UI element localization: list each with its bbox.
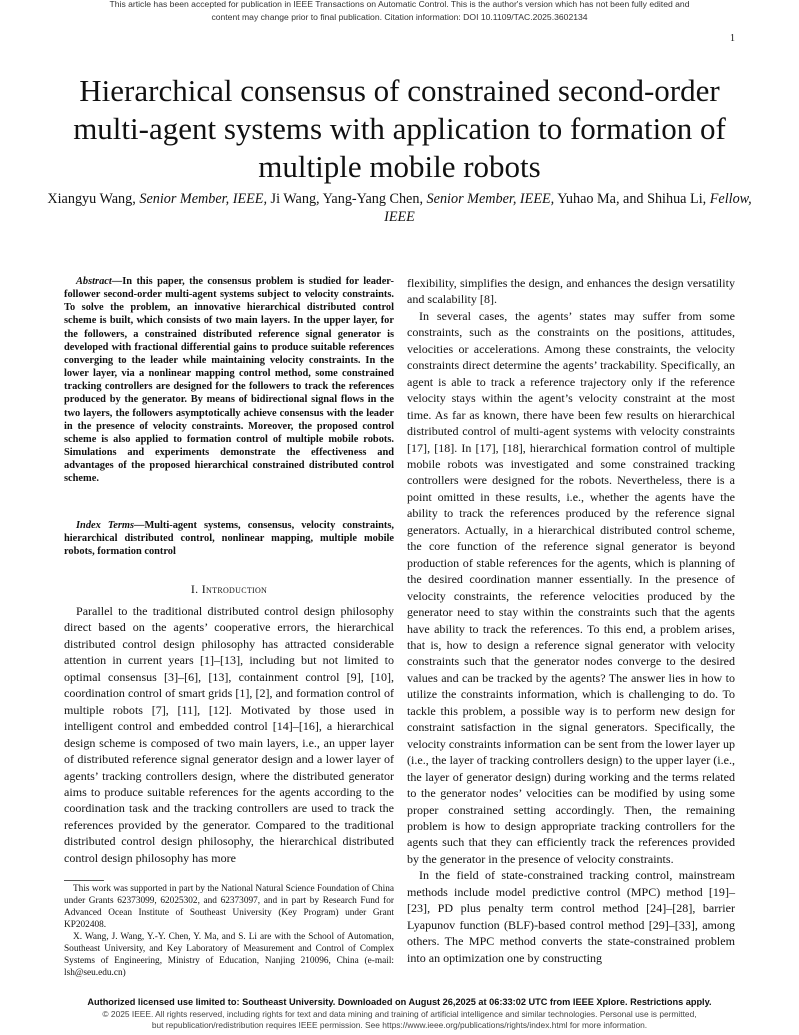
- author-role: Fellow, IEEE: [384, 191, 752, 225]
- index-terms-text: —Multi-agent systems, consensus, velocity constraints, hierarchical distributed control, nonlinear mapping, multiple mobile robots, formation control: [64, 520, 394, 558]
- author-list: [40, 190, 759, 226]
- body-paragraph: In several cases, the agents’ states may suffer from some constraints, such as the constraints on the positions, attitudes, velocities or accelerations. Among these constraints, the velocity constraints direct determine the agents’ trackability. Specifically, an agent is able to track a reference trajectory only if the reference velocity stays within the agent’s velocity constraint at the most time. As far as known, there have been few results on hierarchical distributed control of multi-agent systems with velocity constraints [17], [18]. In [17], [18], hierarchical formation control of multiple mobile robots was investigated and some constrained tracking controllers were designed for the robots. Nevertheless, there is a point omitted in these results, i.e., whether the agents have the ability to track the references produced by the reference signal generators. Actually, in a hierarchical distributed control scheme, the core function of the reference signal generator is beyond production of stable references for the agents, which is planning of the desired coordination manner essentially. In the presence of velocity constraints, the reference velocities produced by the generator need to stay within the constraints such that the agents have ability to track the references. To this end, a problem arises, that is, how to design a reference signal generator with velocity constraints such that the generator nodes converge to the desired values and can be tracked by the agents? The answer lies in how to utilize the constraints information, which is challenging to do. To tackle this problem, a possible way is to perform new design for constraint satisfaction in the signal generators. Specifically, the velocity constraints information can be sent from the lower layer up (i.e., the layer of tracking controllers design) to the upper layer (i.e., the layer of generator design) during working and the terms related to the generator nodes’ velocities can be modified by using some proper constrained setting accordingly. Then, the remaining problem is how to design appropriate tracking controllers for the agents such that they can efficiently track the references provided by the generator in the presence of velocity constraints.: [407, 308, 735, 866]
- abstract-label: Abstract: [76, 276, 112, 287]
- author-role: Senior Member, IEEE,: [139, 191, 267, 207]
- copyright-line: © 2025 IEEE. All rights reserved, including rights for text and data mining and training of artificial intelligence and similar technologies. Personal use is permitted,: [102, 1009, 697, 1019]
- body-paragraph: Parallel to the traditional distributed control design philosophy direct based on the agents’ cooperative errors, the hierarchical distributed control design philosophy has attracted considerable attention in current years [1]–[13], including but not limited to optimal consensus [3]–[6], [13], containment control [9], [10], coordination control of smart grids [1], [2], and formation control of multiple robots [7], [11], [12]. Motivated by those used in intelligent control and embedded control [14]–[16], a hierarchical design scheme is composed of two main layers, i.e., an upper layer of distributed reference signal generator design and a lower layer of agents’ tracking controllers design, where the distributed generator aims to produce suitable references for the agents according to the coordination task and the tracking controllers are used to track the references provided by the generator. Compared to the traditional distributed control design philosophy, the hierarchical distributed control design philosophy has more: [64, 604, 394, 865]
- abstract: [64, 275, 394, 486]
- author-name: Ji Wang, Yang-Yang Chen,: [270, 191, 423, 207]
- body-paragraph: In the field of state-constrained tracking control, mainstream methods include model predictive control (MPC) method [19]–[23], PD plus penalty term control method [24]–[28], barrier Lyapunov function (BLF)-based control method [29]–[33], among others. The MPC method converts the state-constrained problem into an optimization one by constructing: [407, 868, 735, 965]
- footnote-affiliation: X. Wang, J. Wang, Y.-Y. Chen, Y. Ma, and S. Li are with the School of Automation, Southeast University, and Key Laboratory of Measurement and Control of Complex Systems of Engineering, Ministry of Education, Nanjing 210096, China (e-mail: lsh@seu.edu.cn): [64, 932, 394, 978]
- section-heading: [64, 582, 394, 597]
- section-title: Introduction: [201, 582, 268, 596]
- right-column-body: [407, 275, 735, 966]
- body-paragraph: flexibility, simplifies the design, and enhances the design versatility and scalability [8].: [407, 276, 735, 307]
- author-role: Senior Member, IEEE,: [426, 191, 555, 207]
- index-terms: [64, 519, 394, 558]
- copyright-line: but republication/redistribution requires IEEE permission. See https://www.ieee.org/publications/rights/index.html for more information.: [151, 1020, 648, 1030]
- page-number: 1: [730, 33, 735, 44]
- abstract-text: —In this paper, the consensus problem is studied for leader-follower second-order multi-agent systems subject to velocity constraints. To solve the problem, an innovative hierarchical distributed control scheme is built, which consists of two main layers. In the upper layer, for the followers, a constrained distributed reference signal generator is developed with fractional differential gains to produce suitable references converging to the leader while maintaining velocity constraints. In the lower layer, via a nonlinear mapping control method, some constrained tracking controllers are designed for the followers to track the references produced by the generator. By means of bidirectional signal flows in the two layers, the followers asymptotically achieve consensus with the leader in the presence of velocity constraints. Moreover, the proposed control scheme is also applied to formation control of multiple mobile robots. Simulations and experiments demonstrate the effectiveness and advantages of the proposed hierarchical constrained distributed control scheme.: [64, 276, 394, 485]
- index-terms-label: Index Terms: [76, 520, 135, 531]
- paper-title: Hierarchical consensus of constrained second-order multi-agent systems with application to formation of multiple mobile robots: [73, 73, 726, 184]
- footnotes: [64, 883, 394, 979]
- copyright-notice: [0, 1009, 799, 1031]
- publication-notice-line: This article has been accepted for publication in IEEE Transactions on Automatic Control. This is the author's version which has not been fully edited and: [109, 0, 690, 9]
- license-notice: Authorized licensed use limited to: Southeast University. Downloaded on August 26,2025 at 06:33:02 UTC from IEEE Xplore. Restrictions apply.: [87, 997, 712, 1007]
- author-name: Yuhao Ma, and Shihua Li,: [557, 191, 707, 207]
- footnote-funding: This work was supported in part by the National Natural Science Foundation of China under Grants 62373099, 62025302, and 62373097, and in part by Research Fund for Advanced Ocean Institute of Southeast University (Key Program) under Grant KP202408.: [64, 884, 394, 930]
- footnote-rule: [64, 880, 104, 881]
- author-name: Xiangyu Wang,: [47, 191, 136, 207]
- publication-notice: [0, 0, 799, 24]
- left-column-body: [64, 603, 394, 866]
- publication-notice-line: content may change prior to final publication. Citation information: DOI 10.1109/TAC.2025.3602134: [211, 12, 588, 22]
- section-number: I.: [190, 582, 199, 596]
